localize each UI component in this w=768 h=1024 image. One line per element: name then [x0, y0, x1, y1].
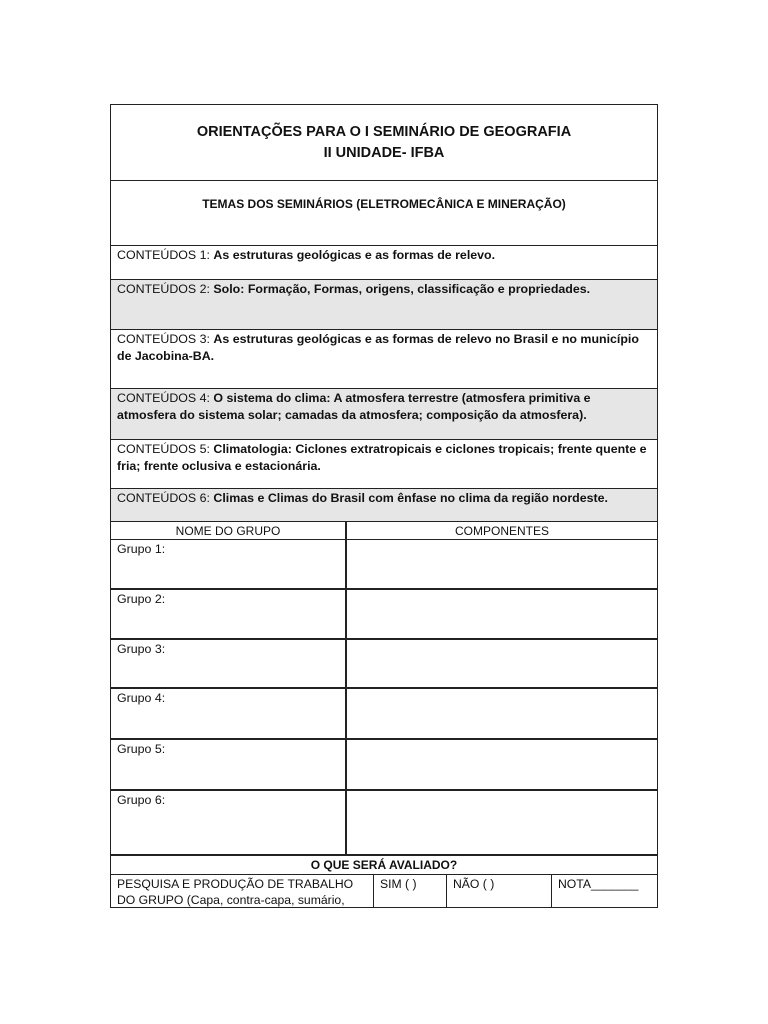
- group-name-cell: Grupo 6:: [111, 791, 347, 854]
- yes-option[interactable]: SIM ( ): [374, 875, 447, 907]
- content-label: CONTEÚDOS 6:: [117, 491, 210, 505]
- group-members-cell[interactable]: [347, 590, 657, 638]
- document-subtitle: II UNIDADE- IFBA: [323, 144, 445, 161]
- group-row-3: [110, 640, 658, 689]
- evaluation-heading: O QUE SERÁ AVALIADO?: [110, 856, 658, 875]
- content-row-1: [110, 245, 658, 279]
- group-name-cell: Grupo 3:: [111, 640, 347, 687]
- content-text: Solo: Formação, Formas, origens, classificação e propriedades.: [213, 282, 591, 296]
- group-row-1: [110, 540, 658, 590]
- document-header: [110, 104, 658, 180]
- document-title: ORIENTAÇÕES PARA O I SEMINÁRIO DE GEOGRAFIA: [196, 123, 572, 140]
- themes-heading: TEMAS DOS SEMINÁRIOS (ELETROMECÂNICA E MINERAÇÃO): [202, 197, 566, 211]
- content-text: As estruturas geológicas e as formas de relevo no Brasil e no município de Jacobina-BA.: [117, 332, 639, 363]
- group-row-6: [110, 791, 658, 856]
- grade-field[interactable]: NOTA_______: [558, 877, 639, 891]
- group-name-cell: Grupo 4:: [111, 689, 347, 738]
- content-row-5: [110, 439, 658, 488]
- group-members-cell[interactable]: [347, 740, 657, 789]
- group-members-cell[interactable]: [347, 689, 657, 738]
- content-label: CONTEÚDOS 3:: [117, 332, 210, 346]
- group-row-5: [110, 740, 658, 791]
- content-text: As estruturas geológicas e as formas de relevo.: [213, 248, 496, 262]
- group-name-cell: Grupo 1:: [111, 540, 347, 588]
- evaluation-row: [110, 875, 658, 908]
- content-text: Climas e Climas do Brasil com ênfase no clima da região nordeste.: [213, 491, 608, 505]
- group-name-cell: Grupo 2:: [111, 590, 347, 638]
- group-row-4: [110, 689, 658, 740]
- group-members-cell[interactable]: [347, 640, 657, 687]
- content-row-2: [110, 279, 658, 329]
- group-members-cell[interactable]: [347, 540, 657, 588]
- members-header: COMPONENTES: [454, 523, 549, 538]
- content-label: CONTEÚDOS 4:: [117, 391, 210, 405]
- themes-section: [110, 180, 658, 245]
- group-row-2: [110, 590, 658, 640]
- content-label: CONTEÚDOS 5:: [117, 442, 210, 456]
- no-option[interactable]: NÃO ( ): [447, 875, 552, 907]
- content-row-4: [110, 388, 658, 439]
- group-name-header: NOME DO GRUPO: [111, 522, 347, 539]
- content-label: CONTEÚDOS 1:: [117, 248, 210, 262]
- evaluation-criterion: PESQUISA E PRODUÇÃO DE TRABALHO DO GRUPO (Capa, contra-capa, sumário,: [111, 875, 374, 907]
- content-label: CONTEÚDOS 2:: [117, 282, 210, 296]
- group-name-cell: Grupo 5:: [111, 740, 347, 789]
- content-row-3: [110, 329, 658, 388]
- content-text: O sistema do clima: A atmosfera terrestre (atmosfera primitiva e atmosfera do sistema solar; camadas da atmosfera; composição da atmosfera).: [117, 391, 591, 422]
- groups-table-header: [110, 521, 658, 540]
- content-row-6: [110, 488, 658, 521]
- seminar-form: [110, 104, 658, 908]
- content-text: Climatologia: Ciclones extratropicais e ciclones tropicais; frente quente e fria; frente oclusiva e estacionária.: [117, 442, 647, 473]
- group-members-cell[interactable]: [347, 791, 657, 854]
